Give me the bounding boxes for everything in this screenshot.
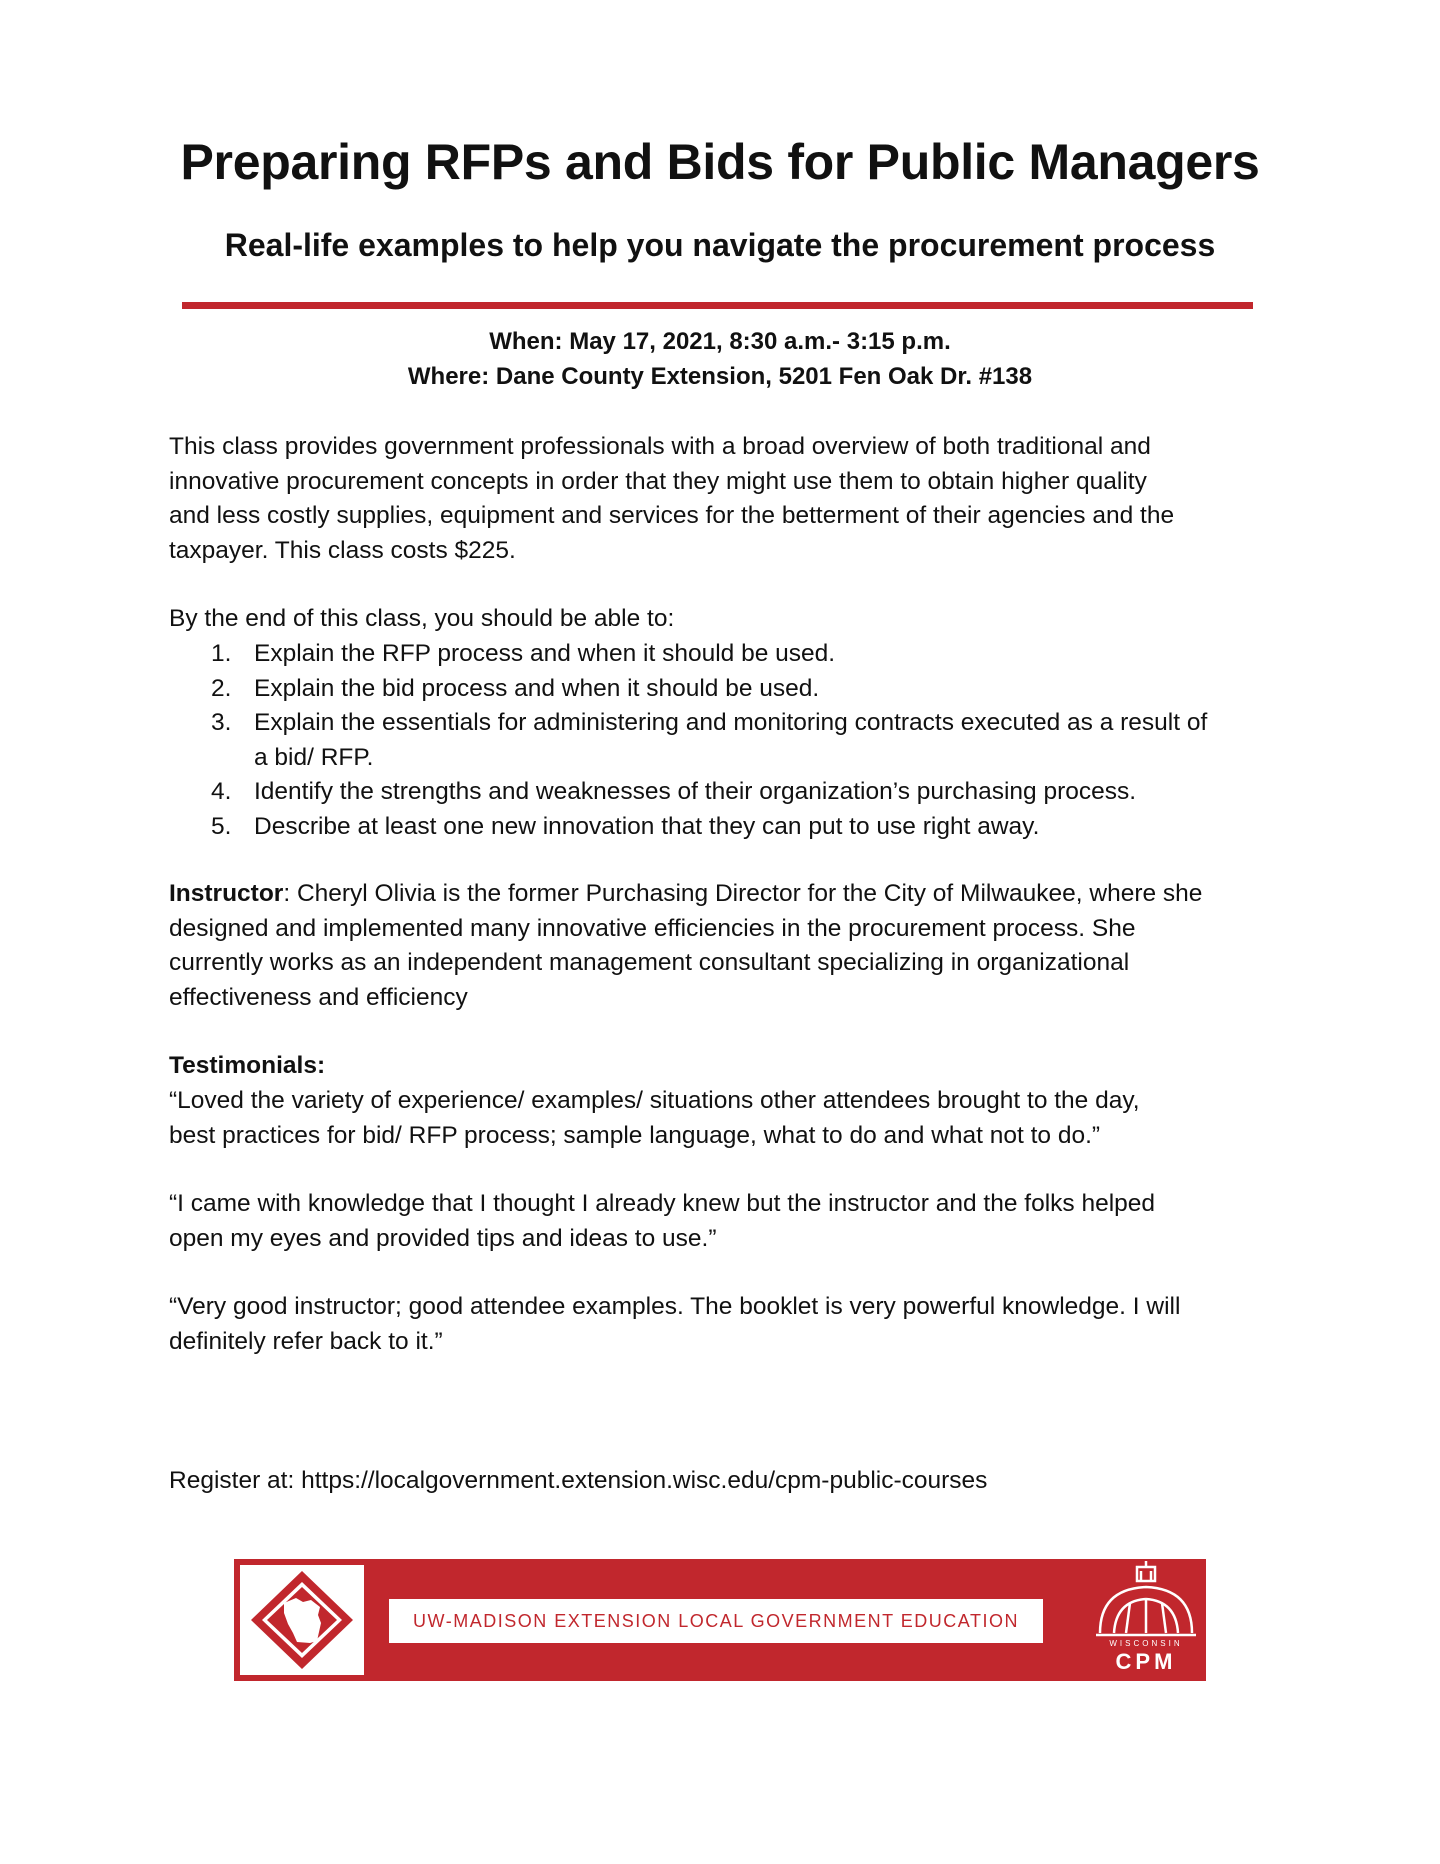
text-line: a bid/ RFP. bbox=[254, 743, 374, 771]
testimonial-quote bbox=[169, 1187, 1279, 1256]
objectives-list bbox=[211, 637, 1281, 844]
list-number: 3. bbox=[211, 709, 232, 736]
logo-text: CPM bbox=[1115, 1649, 1177, 1674]
text-line: This class provides government professionals with a broad overview of both traditional and bbox=[169, 433, 1151, 460]
list-number: 2. bbox=[211, 674, 232, 702]
text-line: Explain the essentials for administering and monitoring contracts executed as a result of bbox=[254, 709, 1208, 736]
text-line bbox=[169, 877, 1279, 912]
text-line: “Loved the variety of experience/ examples/ situations other attendees brought to the day, bbox=[169, 1087, 1140, 1114]
instructor-text: : Cheryl Olivia is the former Purchasing Director for the City of Milwaukee, where she bbox=[283, 880, 1203, 907]
text-line: taxpayer. This class costs $225. bbox=[169, 536, 516, 564]
page-subtitle: Real-life examples to help you navigate the procurement process bbox=[224, 227, 1216, 263]
event-when: When: May 17, 2021, 8:30 a.m.- 3:15 p.m. bbox=[489, 328, 951, 355]
text-line: Explain the bid process and when it should be used. bbox=[254, 674, 820, 702]
footer-banner bbox=[234, 1559, 1206, 1681]
title-divider bbox=[182, 302, 1253, 309]
text-line: designed and implemented many innovative efficiencies in the procurement process. She bbox=[169, 914, 1136, 942]
text-line: “Very good instructor; good attendee examples. The booklet is very powerful knowledge. I will bbox=[169, 1293, 1181, 1320]
text-line: effectiveness and efficiency bbox=[169, 983, 468, 1011]
list-item bbox=[211, 775, 1281, 810]
wisconsin-state-icon bbox=[240, 1565, 364, 1675]
list-item bbox=[211, 637, 1281, 672]
text-line: “I came with knowledge that I thought I already knew but the instructor and the folks helped bbox=[169, 1190, 1156, 1217]
testimonial-quote bbox=[169, 1084, 1279, 1153]
text-line: innovative procurement concepts in order that they might use them to obtain higher quality bbox=[169, 467, 1147, 495]
text-line: Identify the strengths and weaknesses of their organization’s purchasing process. bbox=[254, 778, 1137, 805]
testimonials-heading: Testimonials: bbox=[169, 1052, 326, 1079]
list-item bbox=[211, 672, 1281, 707]
text-line: open my eyes and provided tips and ideas to use.” bbox=[169, 1224, 717, 1252]
testimonial-quote bbox=[169, 1290, 1279, 1359]
text-line: best practices for bid/ RFP process; sample language, what to do and what not to do.” bbox=[169, 1121, 1101, 1149]
intro-paragraph bbox=[169, 430, 1279, 568]
list-number: 1. bbox=[211, 640, 232, 667]
list-number: 4. bbox=[211, 778, 232, 805]
text-line: Describe at least one new innovation that they can put to use right away. bbox=[254, 812, 1040, 840]
text-line: currently works as an independent management consultant specializing in organizational bbox=[169, 949, 1130, 976]
list-item bbox=[211, 810, 1281, 845]
objectives-lead: By the end of this class, you should be able to: bbox=[169, 605, 675, 632]
instructor-paragraph bbox=[169, 877, 1279, 1015]
list-item bbox=[211, 706, 1281, 775]
register-line[interactable]: Register at: https://localgovernment.extension.wisc.edu/cpm-public-courses bbox=[169, 1467, 988, 1494]
capitol-dome-icon bbox=[1086, 1559, 1206, 1681]
logo-small-text: WISCONSIN bbox=[1109, 1639, 1183, 1648]
page-title: Preparing RFPs and Bids for Public Managers bbox=[180, 134, 1260, 190]
text-line: definitely refer back to it.” bbox=[169, 1327, 443, 1355]
instructor-label: Instructor bbox=[169, 880, 284, 907]
list-number: 5. bbox=[211, 812, 232, 840]
text-line: Explain the RFP process and when it should be used. bbox=[254, 640, 836, 667]
event-where: Where: Dane County Extension, 5201 Fen Oak Dr. #138 bbox=[407, 363, 1033, 390]
text-line: and less costly supplies, equipment and services for the betterment of their agencies and the bbox=[169, 502, 1175, 529]
banner-label: UW-MADISON EXTENSION LOCAL GOVERNMENT EDUCATION bbox=[389, 1599, 1043, 1643]
